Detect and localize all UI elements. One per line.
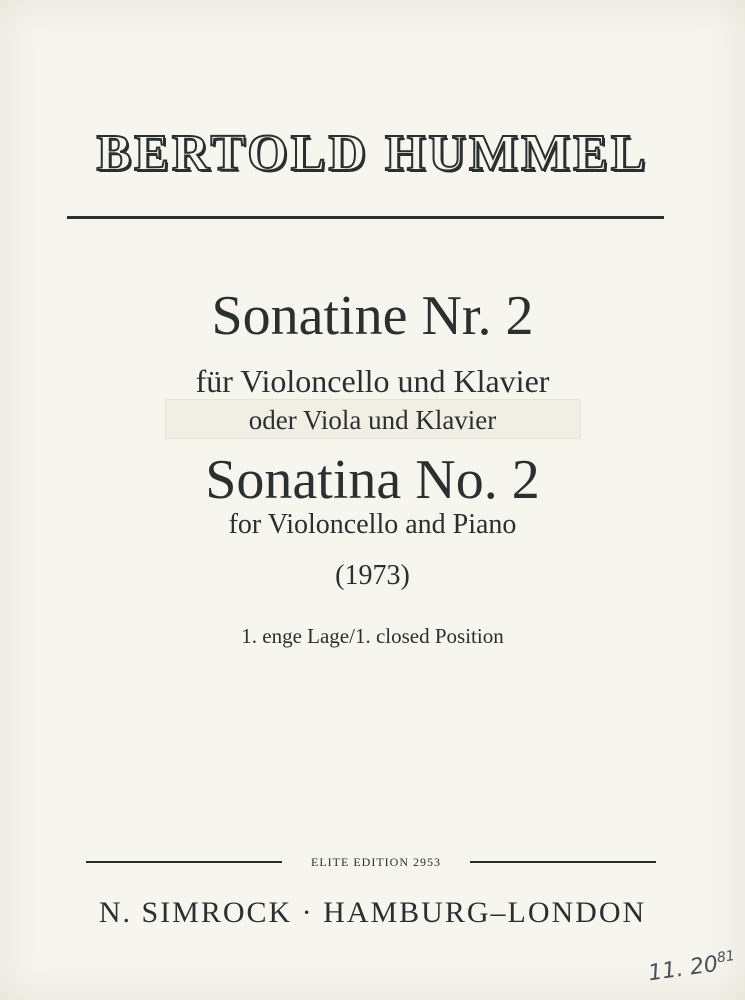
handwritten-note-superscript: 81 bbox=[715, 948, 736, 967]
german-instrumentation: für Violoncello und Klavier bbox=[195, 363, 550, 399]
position-note: 1. enge Lage/1. closed Position bbox=[241, 624, 504, 648]
composer-name: BERTOLD HUMMEL bbox=[96, 125, 649, 182]
english-instrumentation: for Violoncello and Piano bbox=[228, 509, 517, 540]
edition-row bbox=[86, 852, 656, 872]
composition-year: (1973) bbox=[335, 560, 410, 591]
edition-number: ELITE EDITION 2953 bbox=[311, 855, 441, 869]
edition-line-left bbox=[86, 861, 282, 863]
english-title: Sonatina No. 2 bbox=[205, 449, 540, 511]
german-title: Sonatine Nr. 2 bbox=[211, 285, 534, 347]
edition-line-right bbox=[470, 861, 656, 863]
publisher-line: N. SIMROCK · HAMBURG–LONDON bbox=[98, 896, 647, 929]
handwritten-note bbox=[647, 948, 738, 986]
handwritten-note-main: 11. 20 bbox=[646, 951, 720, 987]
alternate-instrumentation: oder Viola und Klavier bbox=[248, 405, 497, 435]
top-divider bbox=[67, 216, 664, 219]
